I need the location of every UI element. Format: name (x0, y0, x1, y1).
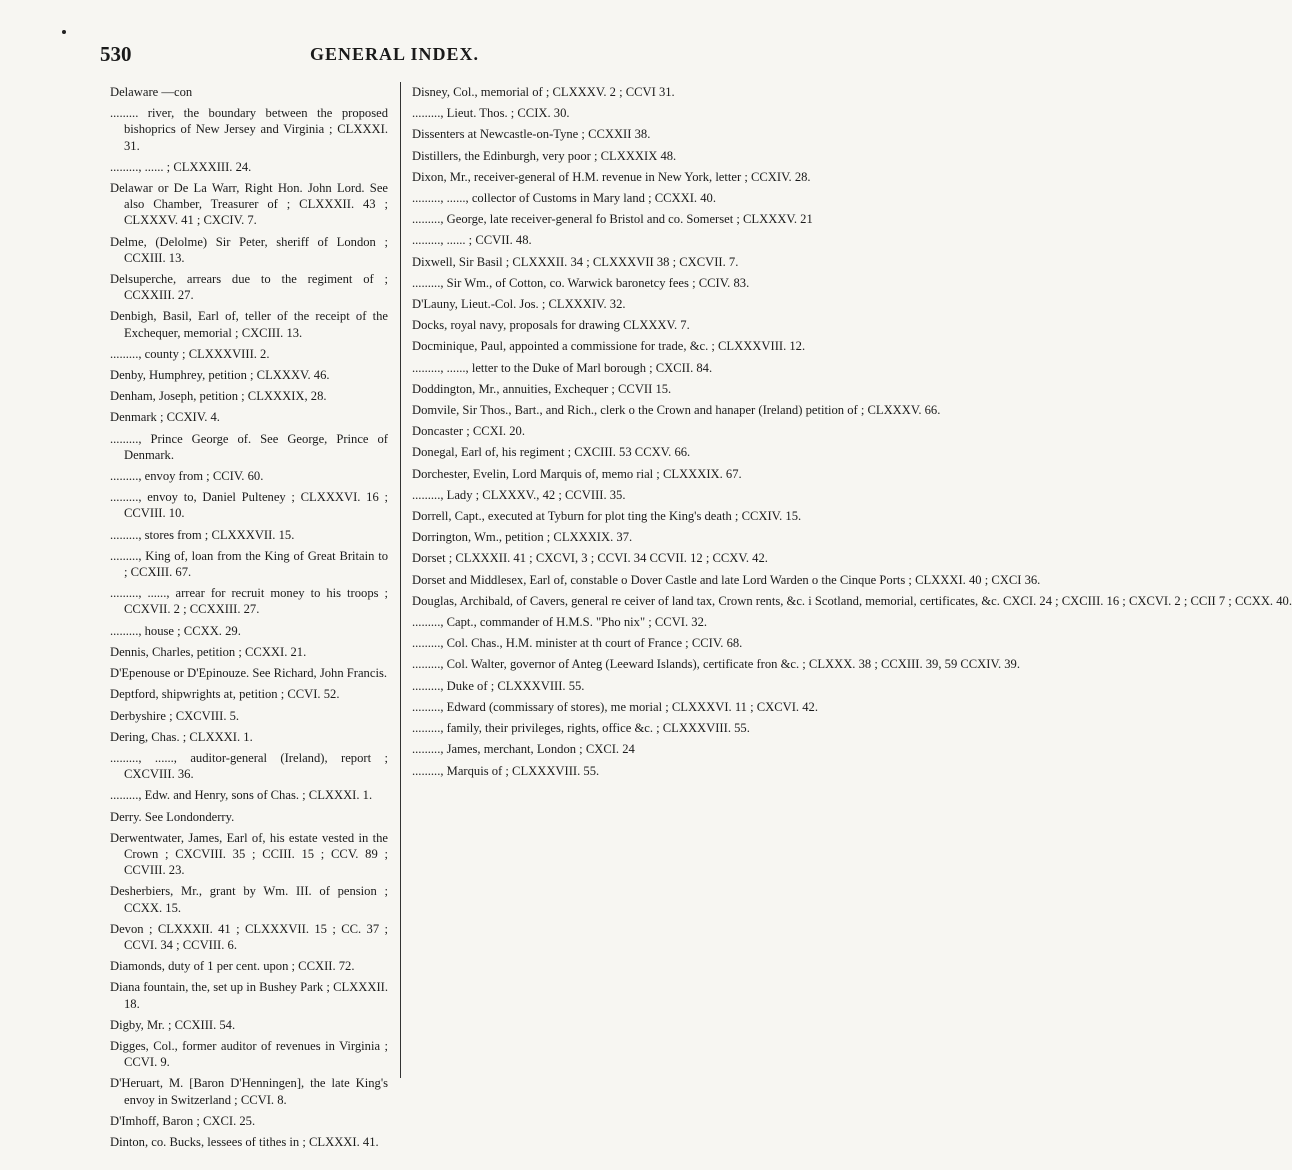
index-entry: Devon ; CLXXXII. 41 ; CLXXXVII. 15 ; CC. 37 ; CCVI. 34 ; CCVIII. 6. (110, 921, 388, 952)
index-entry: Donegal, Earl of, his regiment ; CXCIII. 53 CCXV. 66. (412, 445, 691, 460)
index-entry: ........., ......, auditor-general (Ireland), report ; CXCVIII. 36. (110, 750, 388, 782)
index-entry: Domvile, Sir Thos., Bart., and Rich., clerk o the Crown and hanaper (Ireland) petition of ; CLXXXV. 66. (412, 403, 941, 418)
index-entry: Diamonds, duty of 1 per cent. upon ; CCXII. 72. (110, 959, 355, 974)
index-entry: Desherbiers, Mr., grant by Wm. III. of pension ; CCXX. 15. (110, 884, 388, 915)
index-entry: ........., Col. Chas., H.M. minister at th court of France ; CCIV. 68. (412, 636, 743, 651)
index-entry: ........., envoy from ; CCIV. 60. (110, 469, 264, 484)
index-entry: D'Launy, Lieut.-Col. Jos. ; CLXXXIV. 32. (412, 297, 626, 312)
index-entry: ........., Sir Wm., of Cotton, co. Warwick baronetcy fees ; CCIV. 83. (412, 275, 750, 290)
index-entry: ........., ......, collector of Customs in Mary land ; CCXXI. 40. (412, 191, 716, 206)
index-entry: Dissenters at Newcastle-on-Tyne ; CCXXII 38. (412, 127, 651, 142)
page-number: 530 (100, 42, 132, 66)
index-entry: Dorset and Middlesex, Earl of, constable o Dover Castle and late Lord Warden o the Cinque Ports ; CLXXXI. 40 ; CXCI 36. (412, 572, 1041, 587)
right-index-column (412, 84, 1292, 1144)
index-entry: ........., stores from ; CLXXXVII. 15. (110, 527, 295, 542)
index-entry: Dixon, Mr., receiver-general of H.M. revenue in New York, letter ; CCXIV. 28. (412, 169, 811, 184)
index-entry: Doddington, Mr., annuities, Exchequer ; CCVII 15. (412, 381, 672, 396)
index-entry: ........., family, their privileges, rights, office &c. ; CLXXXVIII. 55. (412, 721, 750, 736)
index-entry: Denbigh, Basil, Earl of, teller of the receipt of the Exchequer, memorial ; CXCIII. 13. (110, 309, 388, 340)
index-entry: ........., ...... ; CCVII. 48. (412, 233, 532, 248)
index-entry: ........., Lady ; CLXXXV., 42 ; CCVIII. 35. (412, 487, 626, 502)
index-entry: Dennis, Charles, petition ; CCXXI. 21. (110, 644, 307, 659)
index-entry: Delsuperche, arrears due to the regiment of ; CCXXIII. 27. (110, 272, 388, 303)
index-entry: Derwentwater, James, Earl of, his estate vested in the Crown ; CXCVIII. 35 ; CCIII. 15 ; CCV. 89 ; CCVIII. 23. (110, 830, 388, 878)
index-entry: ........., ......, arrear for recruit money to his troops ; CCXVII. 2 ; CCXXIII. 27. (110, 586, 388, 617)
index-entry: ........., Marquis of ; CLXXXVIII. 55. (412, 763, 600, 778)
index-entry: ........., county ; CLXXXVIII. 2. (110, 346, 270, 361)
index-entry: ........., Lieut. Thos. ; CCIX. 30. (412, 106, 570, 121)
index-entry: Deptford, shipwrights at, petition ; CCVI. 52. (110, 687, 340, 702)
index-entry: ........., Col. Walter, governor of Anteg (Leeward Islands), certificate fron &c. ; CLXXX. 38 ; CCXIII. 39, 59 CCXIV. 39. (412, 657, 1020, 672)
index-entry: Derbyshire ; CXCVIII. 5. (110, 708, 240, 723)
index-entry: ........., envoy to, Daniel Pulteney ; CLXXXVI. 16 ; CCVIII. 10. (110, 490, 388, 521)
index-entry: ........., house ; CCXX. 29. (110, 623, 241, 638)
index-entry: ........., King of, loan from the King of Great Britain to ; CCXIII. 67. (110, 548, 388, 580)
index-entry: Delaware —con (110, 85, 193, 99)
index-entry: Delawar or De La Warr, Right Hon. John Lord. See also Chamber, Treasurer of ; CLXXXII. 43 ; CLXXXV. 41 ; CXCIV. 7. (110, 181, 388, 228)
index-entry: Docks, royal navy, proposals for drawing CLXXXV. 7. (412, 318, 690, 333)
index-entry: Digby, Mr. ; CCXIII. 54. (110, 1017, 236, 1032)
index-entry: Dinton, co. Bucks, lessees of tithes in ; CLXXXI. 41. (110, 1134, 379, 1149)
index-entry: Digges, Col., former auditor of revenues in Virginia ; CCVI. 9. (110, 1038, 388, 1070)
index-entry: ........., Edw. and Henry, sons of Chas. ; CLXXXI. 1. (110, 788, 373, 803)
index-entry: Derry. See Londonderry. (110, 809, 235, 824)
index-entry: Dorrington, Wm., petition ; CLXXXIX. 37. (412, 530, 633, 545)
index-entry: ........., ...... ; CLXXXIII. 24. (110, 159, 252, 174)
index-entry: Disney, Col., memorial of ; CLXXXV. 2 ; CCVI 31. (412, 85, 675, 99)
index-entry: ........., ......, letter to the Duke of Marl borough ; CXCII. 84. (412, 360, 713, 375)
index-entry: ........., Duke of ; CLXXXVIII. 55. (412, 678, 585, 693)
index-entry: Doncaster ; CCXI. 20. (412, 424, 525, 439)
index-entry: ........., Edward (commissary of stores), me morial ; CLXXXVI. 11 ; CXCVI. 42. (412, 699, 818, 714)
index-entry: ........., Prince George of. See George, Prince of Denmark. (110, 431, 388, 462)
column-divider (400, 82, 401, 1078)
index-entry: D'Heruart, M. [Baron D'Henningen], the late King's envoy in Switzerland ; CCVI. 8. (110, 1076, 388, 1107)
index-entry: Dixwell, Sir Basil ; CLXXXII. 34 ; CLXXXVII 38 ; CXCVII. 7. (412, 254, 739, 269)
index-entry: ......... river, the boundary between the proposed bishoprics of New Jersey and Virginia ; CLXXXI. 31. (110, 106, 388, 153)
running-title: GENERAL INDEX. (310, 44, 480, 64)
index-entry: Distillers, the Edinburgh, very poor ; CLXXXIX 48. (412, 148, 677, 163)
index-entry: Diana fountain, the, set up in Bushey Park ; CLXXXII. 18. (110, 980, 388, 1011)
index-entry: Dorset ; CLXXXII. 41 ; CXCVI, 3 ; CCVI. 34 CCVII. 12 ; CCXV. 42. (412, 551, 768, 566)
index-entry: Douglas, Archibald, of Cavers, general re ceiver of land tax, Crown rents, &c. i Scotland, memorial, certificates, &c. CXCI. 24 ; CXCIII. 16 ; CXCVI. 2 ; CCII 7 ; CCXX. 40. (412, 593, 1292, 608)
index-entry: ........., James, merchant, London ; CXCI. 24 (412, 742, 635, 757)
index-entry: ........., Capt., commander of H.M.S. "Pho nix" ; CCVI. 32. (412, 615, 708, 630)
index-entry: Dorrell, Capt., executed at Tyburn for plot ting the King's death ; CCXIV. 15. (412, 509, 802, 524)
index-entry: Denmark ; CCXIV. 4. (110, 410, 220, 425)
index-entry: D'Epenouse or D'Epinouze. See Richard, John Francis. (110, 666, 387, 681)
index-entry: Delme, (Delolme) Sir Peter, sheriff of London ; CCXIII. 13. (110, 234, 388, 265)
index-entry: Denby, Humphrey, petition ; CLXXXV. 46. (110, 368, 330, 383)
page-header (100, 42, 740, 72)
index-entry: Docminique, Paul, appointed a commissione for trade, &c. ; CLXXXVIII. 12. (412, 339, 806, 354)
ink-dot (62, 30, 66, 34)
index-entry: Denham, Joseph, petition ; CLXXXIX, 28. (110, 389, 327, 404)
left-index-column (110, 84, 388, 1149)
index-entry: Dering, Chas. ; CLXXXI. 1. (110, 729, 253, 744)
index-entry: Dorchester, Evelin, Lord Marquis of, memo rial ; CLXXXIX. 67. (412, 466, 742, 481)
index-entry: ........., George, late receiver-general fo Bristol and co. Somerset ; CLXXXV. 21 (412, 212, 813, 227)
index-entry: D'Imhoff, Baron ; CXCI. 25. (110, 1113, 256, 1128)
